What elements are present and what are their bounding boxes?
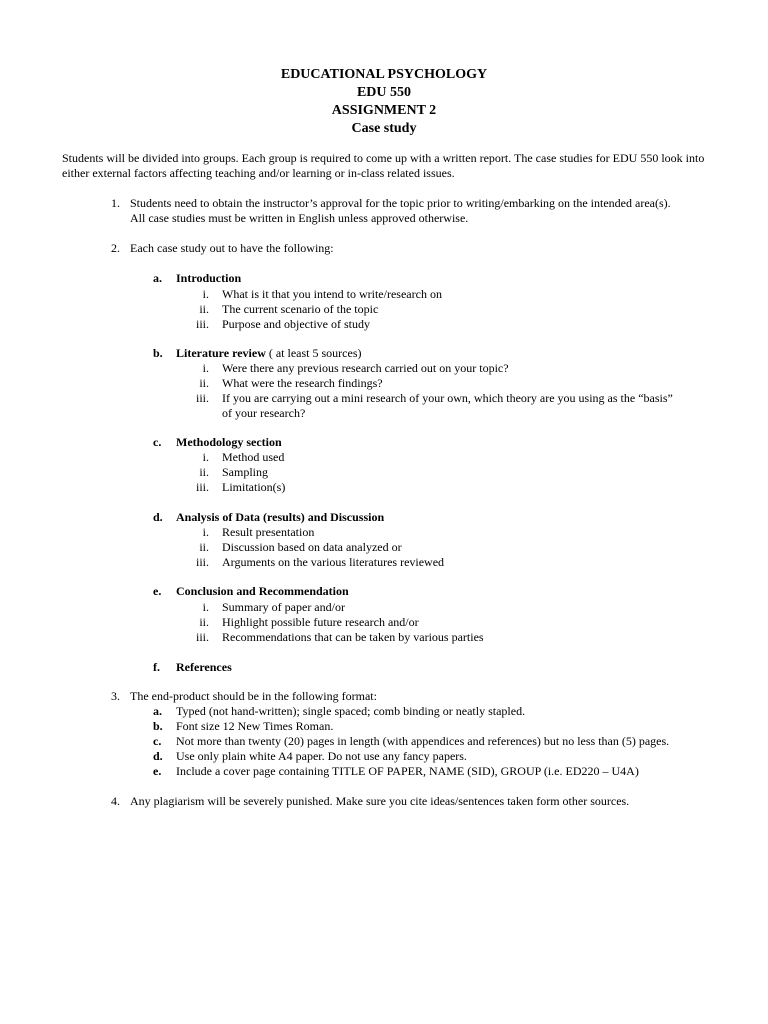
format-letter: a. [153,704,162,718]
sub-text: Recommendations that can be taken by various parties [222,630,484,644]
format-letter: b. [153,719,163,733]
format-text: Include a cover page containing TITLE OF PAPER, NAME (SID), GROUP (i.e. ED220 – U4A) [176,764,639,778]
section-letter: a. [153,271,162,285]
sub-text: Purpose and objective of study [222,317,370,331]
format-letter: e. [153,764,162,778]
sub-number: ii. [199,540,209,554]
sub-text: Were there any previous research carried out on your topic? [222,361,509,375]
sub-number: i. [202,361,209,375]
section-title: Analysis of Data (results) and Discussion [176,510,385,524]
section-letter: e. [153,584,162,598]
section-title: Introduction [176,271,242,285]
sub-text: What is it that you intend to write/research on [222,287,442,301]
section-title: Methodology section [176,435,282,449]
sub-text: What were the research findings? [222,376,383,390]
list-item-text: Each case study out to have the following: [130,241,334,255]
section-letter: c. [153,435,162,449]
section-letter: d. [153,510,163,524]
sub-text: Method used [222,450,285,464]
format-letter: c. [153,734,162,748]
sub-text: Discussion based on data analyzed or [222,540,402,554]
sub-text: Summary of paper and/or [222,600,345,614]
sub-number: ii. [199,376,209,390]
section-note: ( at least 5 sources) [268,346,362,360]
sub-text: Arguments on the various literatures reviewed [222,555,445,569]
sub-number: iii. [195,630,209,644]
list-item-text: Students need to obtain the instructor’s approval for the topic prior to writing/embarking on the intended area(s). [130,196,671,210]
sub-number: iii. [195,480,209,494]
sub-text: If you are carrying out a mini research of your own, which theory are you using as the “basis” [222,391,673,405]
sub-text: Limitation(s) [222,480,286,494]
sub-number: i. [202,525,209,539]
format-text: Use only plain white A4 paper. Do not use any fancy papers. [176,749,467,763]
section-letter: f. [153,660,160,674]
sub-number: iii. [195,391,209,405]
sub-text: The current scenario of the topic [222,302,379,316]
sub-number: ii. [199,465,209,479]
list-item-text: The end-product should be in the following format: [130,689,377,703]
format-text: Not more than twenty (20) pages in length (with appendices and references) but no less than (5) pages. [176,734,670,748]
sub-number: ii. [199,302,209,316]
format-text: Font size 12 New Times Roman. [176,719,334,733]
assignment-title: ASSIGNMENT 2 [331,103,437,118]
sub-text: Sampling [222,465,269,479]
list-number: 3. [111,689,120,703]
sub-text-line2: of your research? [222,406,306,420]
sub-number: i. [202,600,209,614]
course-title: EDUCATIONAL PSYCHOLOGY [280,67,488,82]
list-item-text-line2: All case studies must be written in English unless approved otherwise. [130,211,469,225]
section-letter: b. [153,346,163,360]
list-number: 2. [111,241,120,255]
assignment-subtitle: Case study [351,121,417,136]
format-text: Typed (not hand-written); single spaced; comb binding or neatly stapled. [176,704,526,718]
section-title: Conclusion and Recommendation [176,584,349,598]
sub-number: ii. [199,615,209,629]
sub-text: Result presentation [222,525,315,539]
sub-number: iii. [195,317,209,331]
sub-number: iii. [195,555,209,569]
section-title: References [176,660,232,674]
list-number: 4. [111,794,120,808]
sub-number: i. [202,450,209,464]
sub-text: Highlight possible future research and/or [222,615,419,629]
section-title: Literature review [176,346,266,360]
sub-number: i. [202,287,209,301]
list-number: 1. [111,196,120,210]
document-header [0,66,768,138]
list-item-text: Any plagiarism will be severely punished. Make sure you cite ideas/sentences taken form other sources. [130,794,630,808]
intro-paragraph: Students will be divided into groups. Each group is required to come up with a written report. The case studies for EDU 550 look into either external factors affecting teaching and/or learning or in-class related issues. [62,151,705,180]
course-code: EDU 550 [356,85,412,100]
format-letter: d. [153,749,163,763]
